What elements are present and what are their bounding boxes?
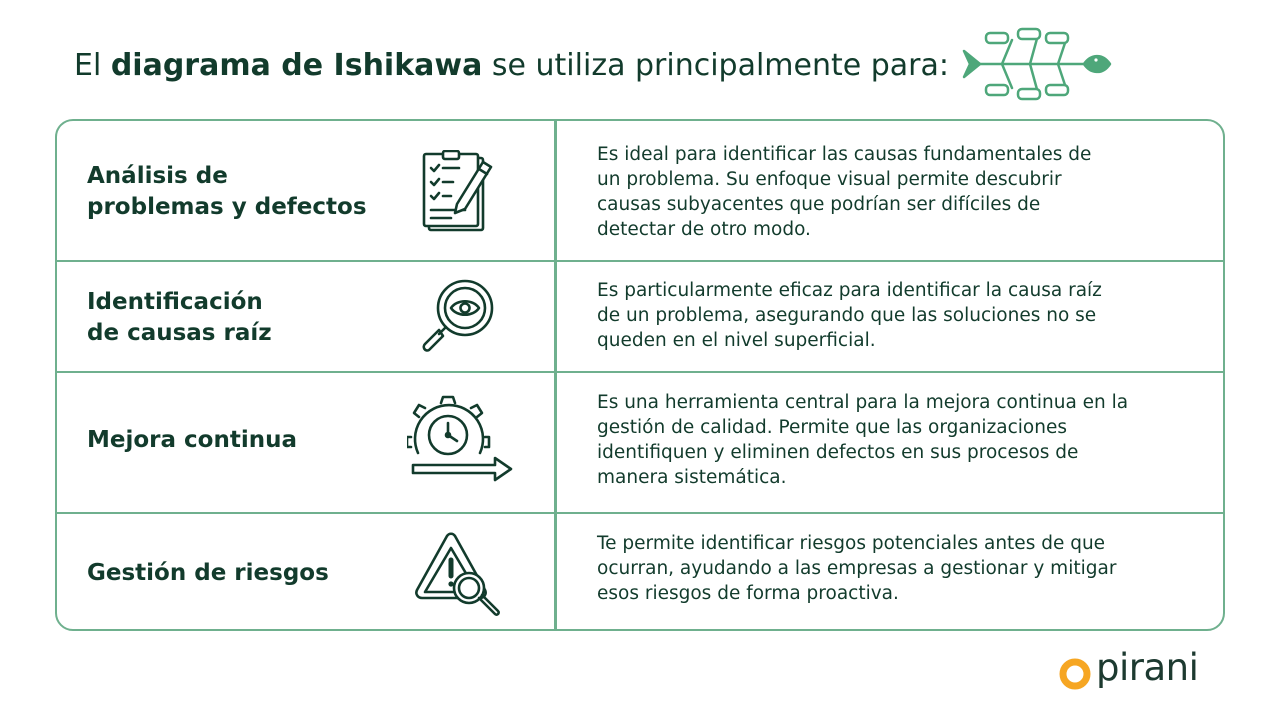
table-row bbox=[57, 260, 1223, 371]
row-label-line: Mejora continua bbox=[87, 427, 297, 453]
row-label-line: de causas raíz bbox=[87, 320, 272, 346]
row-description bbox=[597, 390, 1197, 490]
row-description-line: detectar de otro modo. bbox=[597, 219, 811, 240]
row-label bbox=[87, 287, 272, 349]
row-label-line: Identificación bbox=[87, 289, 263, 315]
row-label-line: Gestión de riesgos bbox=[87, 560, 329, 586]
logo-ring-icon bbox=[1058, 657, 1092, 691]
fishbone-icon bbox=[958, 25, 1114, 103]
row-label-line: problemas y defectos bbox=[87, 194, 367, 220]
warning-magnifier-icon bbox=[413, 532, 503, 618]
title-bold: diagrama de Ishikawa bbox=[110, 48, 483, 83]
row-description-line: esos riesgos de forma proactiva. bbox=[597, 583, 899, 604]
magnifier-eye-icon bbox=[419, 278, 497, 356]
row-description-line: manera sistemática. bbox=[597, 467, 787, 488]
row-description-line: identifiquen y eliminen defectos en sus procesos de bbox=[597, 442, 1079, 463]
row-description-line: ocurran, ayudando a las empresas a gestionar y mitigar bbox=[597, 558, 1117, 579]
page-title bbox=[74, 46, 949, 86]
row-description-line: Te permite identificar riesgos potenciales antes de que bbox=[597, 533, 1106, 554]
title-suffix: se utiliza principalmente para: bbox=[482, 48, 950, 83]
row-description bbox=[597, 531, 1197, 606]
row-description-line: Es ideal para identificar las causas fundamentales de bbox=[597, 144, 1092, 165]
table-row bbox=[57, 512, 1223, 631]
row-label bbox=[87, 161, 367, 223]
row-description bbox=[597, 278, 1197, 353]
row-description-line: queden en el nivel superficial. bbox=[597, 330, 876, 351]
row-description bbox=[597, 142, 1197, 242]
row-label bbox=[87, 558, 329, 589]
row-description-line: causas subyacentes que podrían ser difíciles de bbox=[597, 194, 1041, 215]
title-prefix: El bbox=[74, 48, 111, 83]
logo-text: pirani bbox=[1096, 646, 1199, 689]
row-description-line: un problema. Su enfoque visual permite descubrir bbox=[597, 169, 1062, 190]
row-description-line: de un problema, asegurando que las soluciones no se bbox=[597, 305, 1097, 326]
uses-table bbox=[55, 119, 1225, 631]
row-description-line: gestión de calidad. Permite que las organizaciones bbox=[597, 417, 1067, 438]
row-description-line: Es una herramienta central para la mejora continua en la bbox=[597, 392, 1129, 413]
pirani-logo bbox=[1058, 648, 1218, 692]
row-description-line: Es particularmente eficaz para identificar la causa raíz bbox=[597, 280, 1102, 301]
row-label-line: Análisis de bbox=[87, 163, 228, 189]
gear-clock-arrow-icon bbox=[407, 395, 517, 483]
table-row bbox=[57, 121, 1223, 260]
clipboard-checklist-icon bbox=[421, 150, 497, 234]
row-label bbox=[87, 425, 297, 456]
table-row bbox=[57, 371, 1223, 512]
